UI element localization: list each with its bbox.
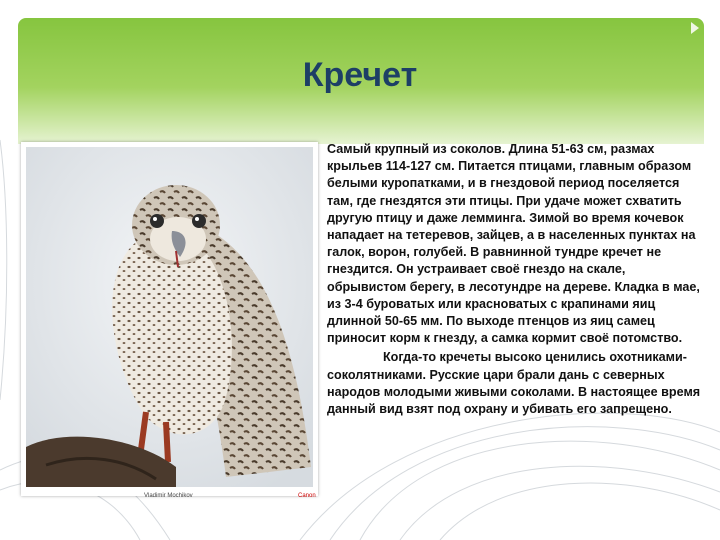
photo-caption-right: Canon (298, 493, 316, 499)
photo-frame (21, 142, 318, 499)
gyrfalcon-illustration (26, 147, 313, 487)
body-paragraph-2: Когда-то кречеты высоко ценились охотниками-соколятниками. Русские цари брали дань с северных народов молодыми живыми соколами. В настоящее время данный вид взят под охрану и убивать его запрещено. (327, 350, 701, 417)
slide-title: Кречет (302, 56, 418, 94)
photo-caption-left: Vladimir Mochikov (144, 493, 193, 499)
gyrfalcon-photo (26, 147, 316, 499)
slide-body (327, 141, 701, 418)
body-paragraph-1: Самый крупный из соколов. Длина 51-63 см, размах крыльев 114-127 см. Питается птицами, главным образом белыми куропатками, и в гнездовой период поселяется там, где гнездятся эти птицы. При удаче может схватить другую птицу и даже лемминга. Зимой во время кочевок нападает на тетеревов, зайцев, а в населенных пунктах на галок, ворон, голубей. В равнинной тундре кречет не гнездится. Он устраивает своё гнездо на скале, обрывистом берегу, в лесотундре на дереве. Кладка в мае, из 3-4 буроватых или красноватых с крапинами яиц длинной 50-65 мм. По выходе птенцов из яиц самец приносит корм к гнезду, а самка кормит своё потомство. (327, 142, 700, 346)
corner-arrow-icon (687, 20, 703, 36)
